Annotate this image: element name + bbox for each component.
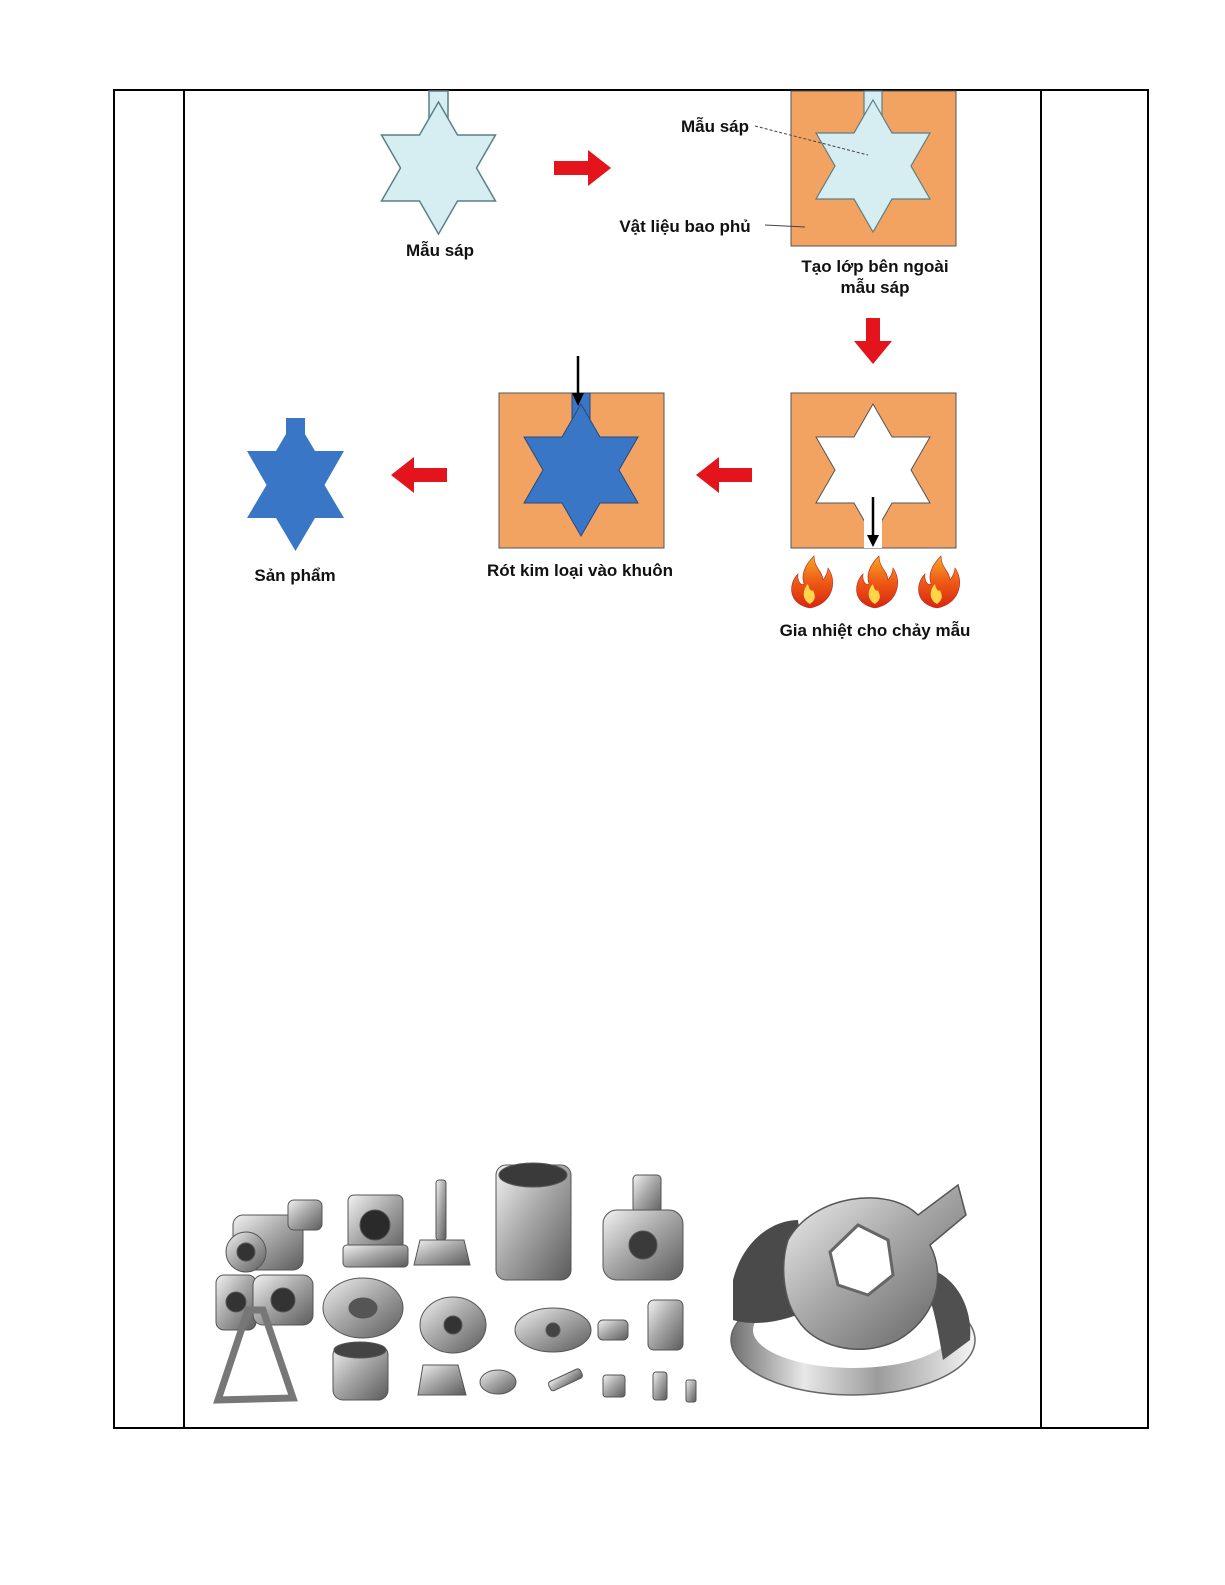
flame-icon	[919, 556, 960, 608]
wax-pattern-shape	[382, 91, 496, 234]
coated-pattern-box	[755, 91, 956, 246]
wrench-ring-icon	[718, 1160, 980, 1410]
label-coating-material: Vật liệu bao phủ	[619, 217, 751, 236]
cast-metal-parts-icon	[208, 1160, 708, 1410]
label-outer-layer-line1: Tạo lớp bên ngoài	[801, 257, 949, 276]
arrow-down	[854, 318, 892, 364]
label-product: Sản phẩm	[254, 566, 336, 585]
pour-metal-box	[499, 356, 664, 548]
flame-icon	[792, 556, 833, 608]
label-heating: Gia nhiệt cho chảy mẫu	[779, 621, 971, 640]
label-wax-pattern: Mẫu sáp	[405, 241, 475, 260]
arrow-left-2	[391, 457, 447, 493]
label-outer-layer-line2: mẫu sáp	[840, 278, 910, 297]
label-wax-pattern-pointer: Mẫu sáp	[680, 117, 750, 136]
label-pour-metal: Rót kim loại vào khuôn	[486, 561, 674, 580]
melt-out-box	[791, 393, 956, 548]
flame-icon	[857, 556, 898, 608]
arrow-right-1	[554, 150, 611, 186]
arrow-left-1	[696, 457, 752, 493]
product-shape	[247, 418, 344, 551]
